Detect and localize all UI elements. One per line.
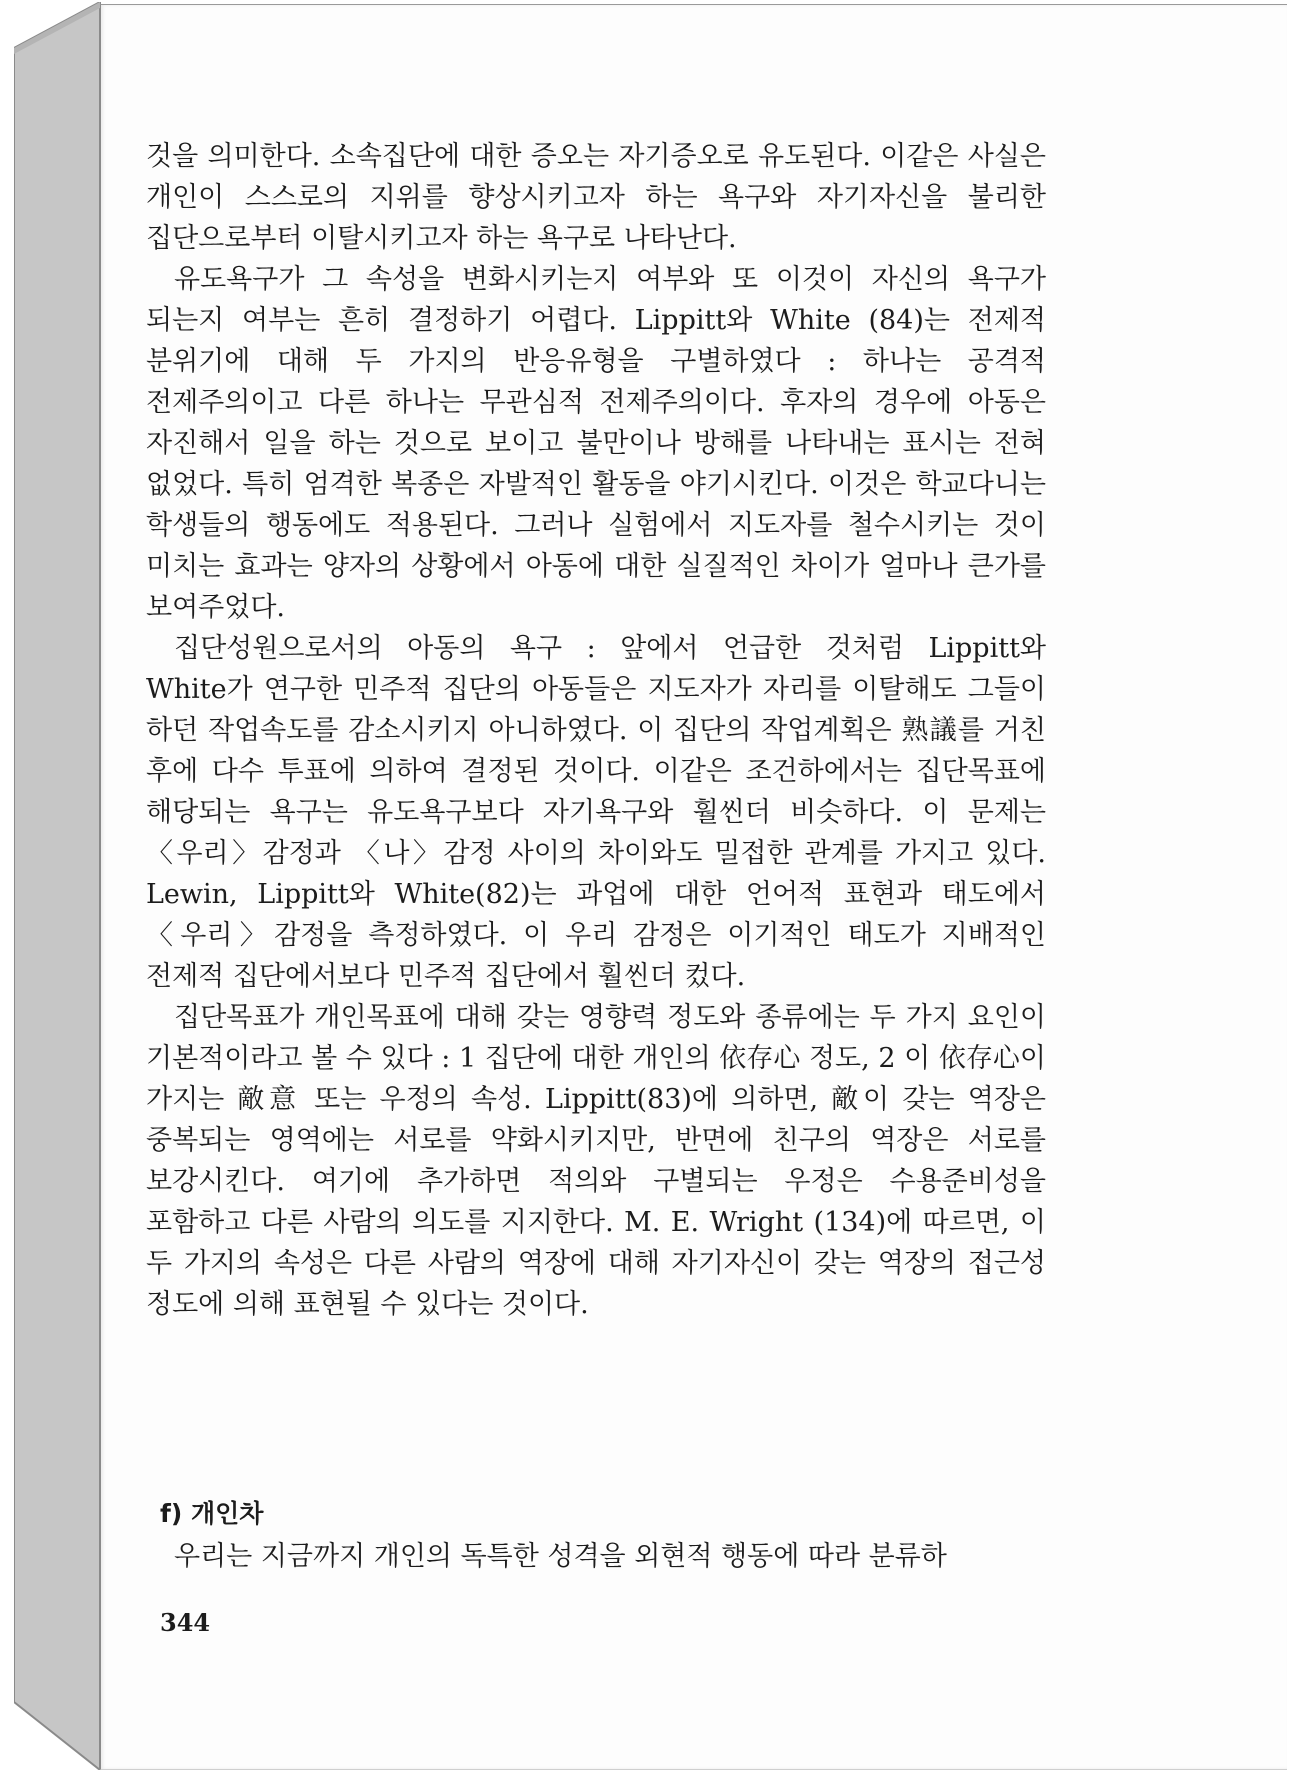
page-number: 344 [160,1608,211,1637]
paragraph-5: 우리는 지금까지 개인의 독특한 성격을 외현적 행동에 따라 분류하 [174,1541,947,1572]
paragraph-3: 집단성원으로서의 아동의 욕구 : 앞에서 언급한 것처럼 Lippitt와 White가 연구한 민주적 집단의 아동들은 지도자가 자리를 이탈해도 그들이 하던 작업속도를 감소시키지 아니하였다. 이 집단의 작업계획은 熟議를 거친 후에 다수 투표에 의하여 결정된 것이다. 이같은 조건하에서는 집단목표에 해당되는 욕구는 유도욕구보다 자기욕구와 훨씬더 비슷하다. 이 문제는 〈우리〉감정과 〈나〉감정 사이의 차이와도 밀접한 관계를 가지고 있다. Lewin, Lippitt와 White(82)는 과업에 대한 언어적 표현과 태도에서 〈우리〉감정을 측정하였다. 이 우리 감정은 이기적인 태도가 지배적인 전제적 집단에서보다 민주적 집단에서 훨씬더 컸다. [146,633,1046,992]
body-text [146,136,1046,1325]
book-spine-edge [14,2,104,1770]
section-heading: f) 개인차 [160,1499,264,1528]
paragraph-1: 것을 의미한다. 소속집단에 대한 증오는 자기증오로 유도된다. 이같은 사실은 개인이 스스로의 지위를 향상시키고자 하는 욕구와 자기자신을 불리한 집단으로부터 이탈시키고자 하는 욕구로 나타난다. [146,141,1046,254]
paragraph-4: 집단목표가 개인목표에 대해 갖는 영향력 정도와 종류에는 두 가지 요인이 기본적이라고 볼 수 있다 : 1 집단에 대한 개인의 依存心 정도, 2 이 依存心이 가지는 敵意 또는 우정의 속성. Lippitt(83)에 의하면, 敵이 갖는 역장은 중복되는 영역에는 서로를 약화시키지만, 반면에 친구의 역장은 서로를 보강시킨다. 여기에 추가하면 적의와 구별되는 우정은 수용준비성을 포함하고 다른 사람의 의도를 지지한다. M. E. Wright (134)에 따르면, 이 두 가지의 속성은 다른 사람의 역장에 대해 자기자신이 갖는 역장의 접근성 정도에 의해 표현될 수 있다는 것이다. [146,1002,1046,1320]
paragraph-2: 유도욕구가 그 속성을 변화시키는지 여부와 또 이것이 자신의 욕구가 되는지 여부는 흔히 결정하기 어렵다. Lippitt와 White (84)는 전제적 분위기에 대해 두 가지의 반응유형을 구별하였다 : 하나는 공격적 전제주의이고 다른 하나는 무관심적 전제주의이다. 후자의 경우에 아동은 자진해서 일을 하는 것으로 보이고 불만이나 방해를 나타내는 표시는 전혀 없었다. 특히 엄격한 복종은 자발적인 활동을 야기시킨다. 이것은 학교다니는 학생들의 행동에도 적용된다. 그러나 실험에서 지도자를 철수시키는 것이 미치는 효과는 양자의 상황에서 아동에 대한 실질적인 차이가 얼마나 큰가를 보여주었다. [146,264,1046,623]
